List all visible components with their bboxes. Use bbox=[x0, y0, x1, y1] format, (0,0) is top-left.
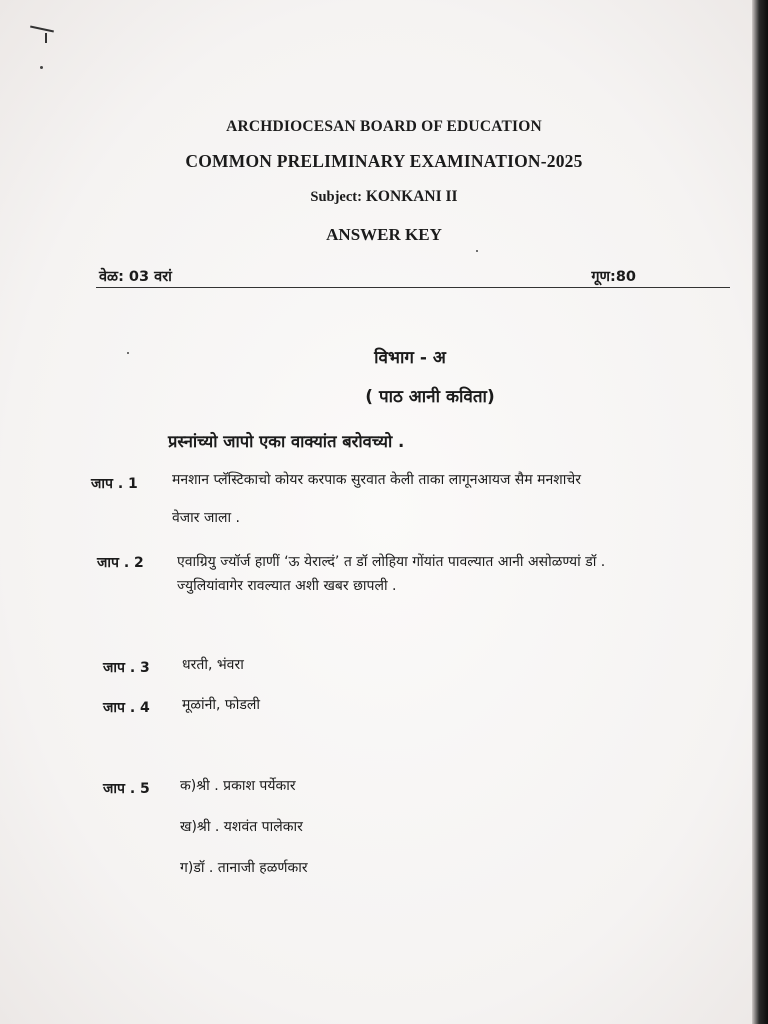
answer-text bbox=[182, 693, 260, 717]
scan-speck bbox=[476, 250, 478, 252]
answer-label: जाप . 2 bbox=[97, 555, 144, 571]
answer-text bbox=[177, 550, 605, 598]
scan-mark bbox=[45, 33, 47, 43]
answer-line: धरती, भंवरा bbox=[182, 657, 244, 673]
section-subtitle: ( पाठ आनी कविता) bbox=[365, 387, 495, 407]
subject-value: KONKANI II bbox=[365, 188, 458, 205]
instruction: प्रस्नांच्यो जापो एका वाक्यांत बरोवच्यो . bbox=[168, 432, 405, 451]
scan-speck bbox=[40, 66, 43, 69]
exam-title: COMMON PRELIMINARY EXAMINATION-2025 bbox=[185, 151, 583, 171]
time-allowed: वेळ: 03 वरां bbox=[99, 269, 172, 285]
subject-line bbox=[0, 188, 768, 206]
answer-text bbox=[182, 653, 244, 677]
answer-label: जाप . 1 bbox=[91, 476, 138, 492]
scan-mark bbox=[30, 26, 54, 33]
subject-label: Subject: bbox=[310, 189, 362, 205]
answer-label: जाप . 3 bbox=[103, 660, 150, 676]
answer-line: ख)श्री . यशवंत पालेकार bbox=[180, 819, 303, 835]
answer-line: ग)डॉ . तानाजी हळर्णकार bbox=[180, 860, 308, 876]
board-title: ARCHDIOCESAN BOARD OF EDUCATION bbox=[226, 118, 542, 135]
section-title: विभाग - अ bbox=[374, 348, 446, 368]
answer-text bbox=[180, 774, 308, 880]
answer-line: ज्युलियांवागेर रावल्यात अशी खबर छापली . bbox=[177, 578, 397, 594]
answer-line: मूळांनी, फोडली bbox=[182, 697, 260, 713]
answer-label: जाप . 5 bbox=[103, 781, 150, 797]
header-divider bbox=[96, 287, 730, 288]
answer-label: जाप . 4 bbox=[103, 700, 150, 716]
answer-line: वेजार जाला . bbox=[172, 510, 241, 526]
answer-line: एवाग्रियु ज्यॉर्ज हाणीं ‘ऊ येराल्दं’ त डॉ लोहिया गोंयांत पावल्यात आनी असोळण्यां डॉ . bbox=[177, 554, 606, 570]
answer-line: मनशान प्लॅस्टिकाचो कोयर करपाक सुरवात केली ताका लागूनआयज सैम मनशाचेर bbox=[172, 472, 581, 488]
answer-line: क)श्री . प्रकाश पर्येकार bbox=[180, 778, 296, 794]
answer-text bbox=[172, 468, 581, 530]
total-marks: गूण:80 bbox=[591, 269, 636, 285]
doc-type: ANSWER KEY bbox=[326, 225, 442, 244]
